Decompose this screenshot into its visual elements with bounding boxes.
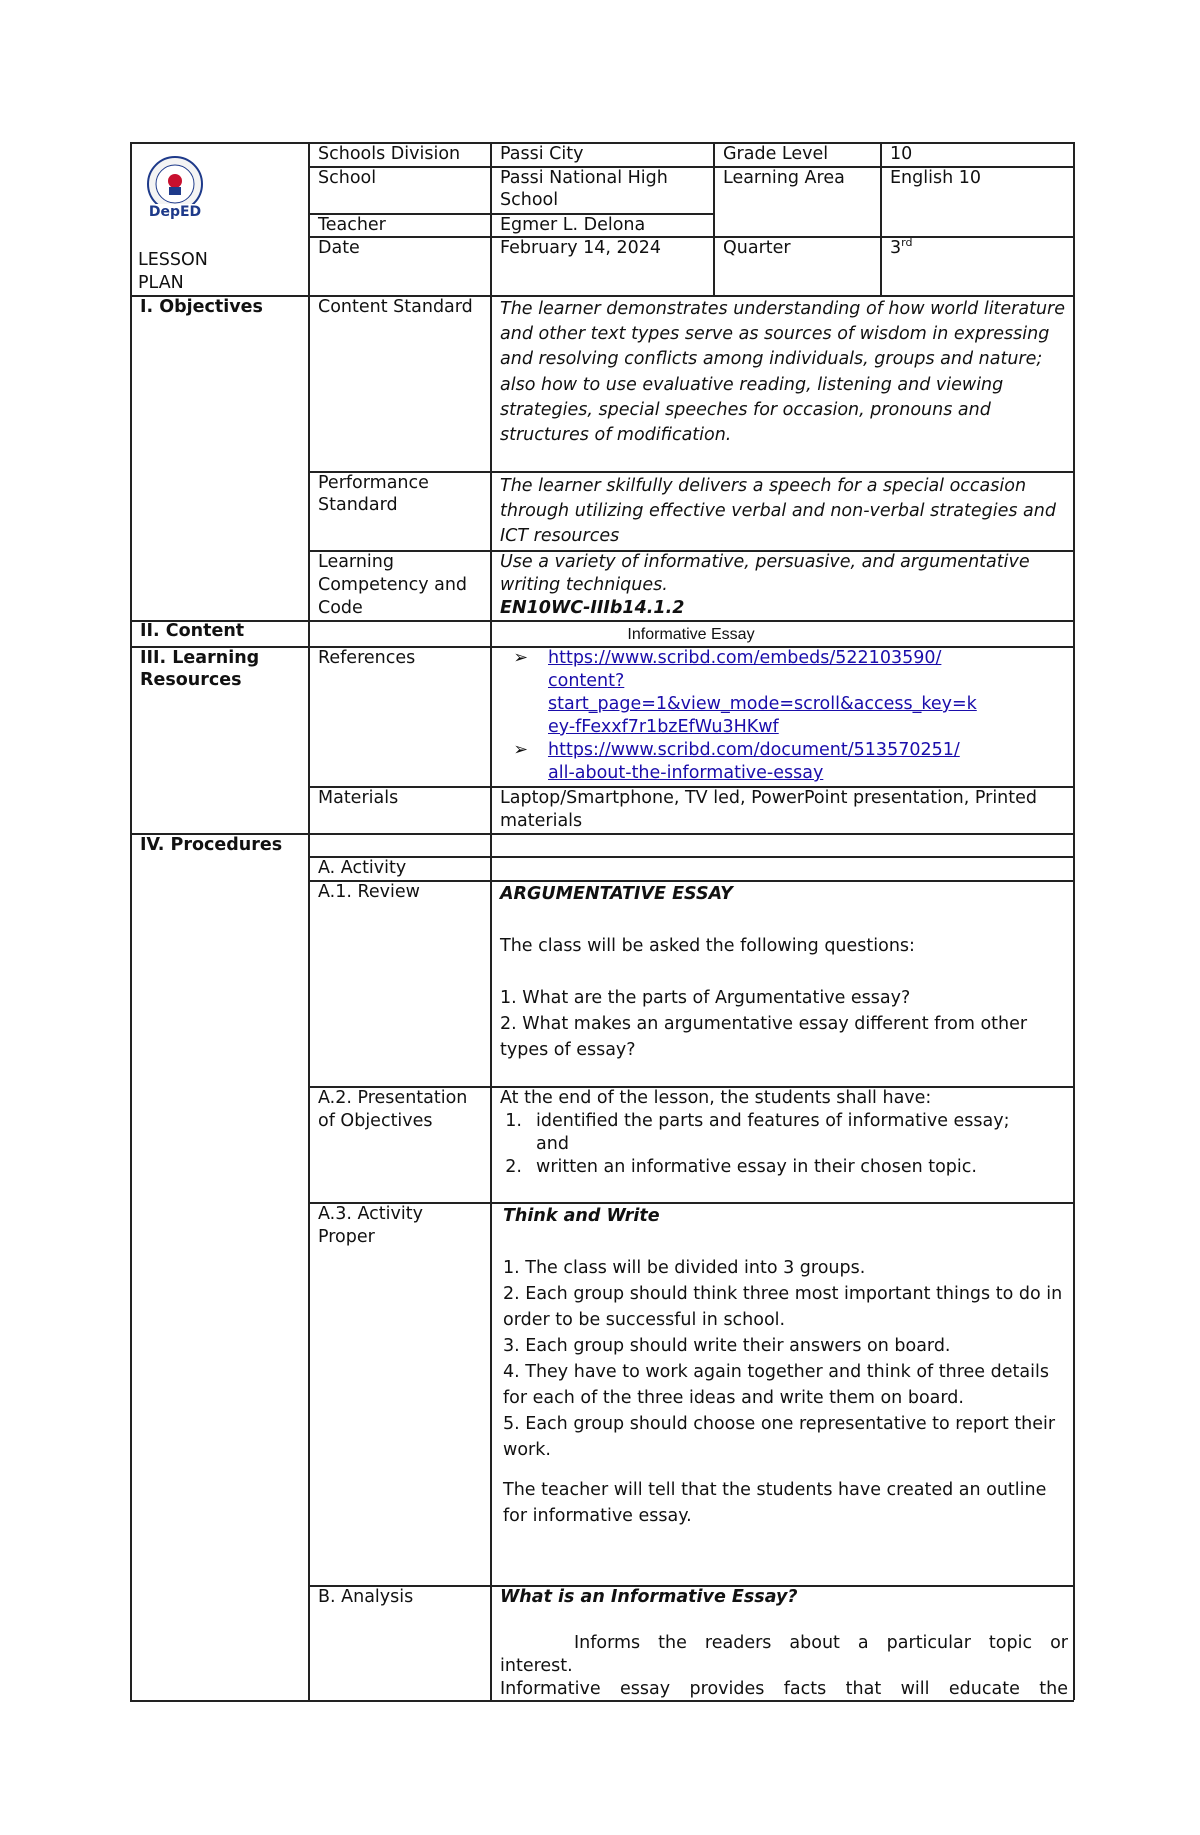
- performance-standard-text: The learner skilfully delivers a speech for a special occasion through utilizing effective verbal and non-verbal strategies and ICT resources: [500, 476, 1056, 546]
- activity-step-2: 2. Each group should think three most important things to do in order to be successful in school.: [503, 1284, 1063, 1330]
- materials-text: Laptop/Smartphone, TV led, PowerPoint presentation, Printed materials: [500, 788, 1038, 831]
- performance-standard-label: Performance Standard: [318, 473, 429, 515]
- border-left: [130, 142, 132, 1700]
- activity-step-4: 4. They have to work again together and think of three details for each of the three ideas and write them on board.: [503, 1362, 1049, 1408]
- procedures-heading: IV. Procedures: [140, 835, 283, 855]
- activity-proper-content: [503, 1203, 1068, 1529]
- references-list: [500, 647, 1070, 785]
- svg-text:DepED: DepED: [148, 204, 202, 220]
- activity-label: A. Activity: [318, 858, 407, 878]
- schools-division-value: Passi City: [500, 144, 584, 164]
- activity-step-5: 5. Each group should choose one representative to report their work.: [503, 1414, 1056, 1460]
- activity-closing: The teacher will tell that the students have created an outline for informative essay.: [503, 1480, 1047, 1526]
- materials-label: Materials: [318, 788, 399, 808]
- lesson-label: LESSON: [138, 250, 208, 270]
- resources-heading: III. Learning Resources: [140, 648, 260, 690]
- school-label: School: [318, 168, 377, 188]
- reference-item: [500, 647, 1070, 739]
- reference-link-2[interactable]: https://www.scribd.com/document/513570251/ all-about-the-informative-essay: [548, 740, 960, 783]
- col-divider-2a: [490, 142, 492, 647]
- list-item: 1. identified the parts and features of informative essay; and: [505, 1111, 1010, 1154]
- review-question-2: 2. What makes an argumentative essay different from other types of essay?: [500, 1014, 1028, 1060]
- arrow-bullet-icon: ➢: [513, 648, 528, 668]
- objectives-content: [500, 1087, 1070, 1179]
- arrow-bullet-icon: ➢: [513, 740, 528, 760]
- competency-text: Use a variety of informative, persuasive, and argumentative writing techniques.: [500, 552, 1030, 595]
- grade-level-label: Grade Level: [723, 144, 829, 164]
- schools-division-label: Schools Division: [318, 144, 461, 164]
- analysis-paragraph-1: Informs the readers about a particular topic or interest.: [500, 1633, 1068, 1676]
- activity-step-1: 1. The class will be divided into 3 groups.: [503, 1258, 866, 1278]
- activity-step-3: 3. Each group should write their answers on board.: [503, 1336, 951, 1356]
- presentation-objectives-label: A.2. Presentation of Objectives: [318, 1088, 468, 1131]
- review-label: A.1. Review: [318, 882, 420, 902]
- col-divider-1: [308, 142, 310, 1700]
- quarter-label: Quarter: [723, 238, 791, 258]
- learning-area-value: English 10: [890, 168, 982, 188]
- content-standard-label: Content Standard: [318, 297, 473, 317]
- learning-area-label: Learning Area: [723, 168, 845, 188]
- activity-proper-label: A.3. Activity Proper: [318, 1204, 423, 1247]
- competency-label: Learning Competency and Code: [318, 552, 468, 618]
- quarter-value: 3rd: [890, 236, 913, 258]
- analysis-paragraph-2: Informative essay provides facts that will educate the: [500, 1679, 1068, 1699]
- date-value: February 14, 2024: [500, 238, 662, 258]
- review-content: [500, 881, 1070, 1063]
- objectives-heading: I. Objectives: [140, 297, 263, 317]
- plan-label: PLAN: [138, 273, 184, 293]
- content-heading: II. Content: [140, 621, 245, 641]
- grade-level-value: 10: [890, 144, 913, 164]
- review-question-1: 1. What are the parts of Argumentative essay?: [500, 988, 911, 1008]
- teacher-value: Egmer L. Delona: [500, 215, 646, 235]
- analysis-heading: What is an Informative Essay?: [500, 1587, 798, 1607]
- logo-block: [138, 150, 303, 295]
- col-divider-2b: [490, 647, 492, 1700]
- teacher-label: Teacher: [318, 215, 386, 235]
- school-value: Passi National High School: [500, 168, 668, 210]
- date-label: Date: [318, 238, 360, 258]
- review-heading: ARGUMENTATIVE ESSAY: [500, 884, 733, 904]
- reference-link-1[interactable]: https://www.scribd.com/embeds/522103590/ content? start_page=1&view_mode=scroll&access_key=k ey-fFexxf7r1bzEfWu3HKwf: [548, 648, 977, 737]
- review-intro: The class will be asked the following questions:: [500, 936, 915, 956]
- activity-heading: Think and Write: [503, 1206, 660, 1226]
- content-standard-text: The learner demonstrates understanding of how world literature and other text types serve as sources of wisdom in expressing and resolving conflicts among individuals, groups and nature; also how to use evaluative reading, listening and viewing strategies, special speeches for occasion, pronouns and structures of modification.: [500, 299, 1066, 446]
- reference-item: [500, 739, 1070, 785]
- content-value: Informative Essay: [627, 626, 755, 643]
- deped-seal-icon: [140, 154, 210, 224]
- references-label: References: [318, 648, 416, 668]
- competency-code: EN10WC-IIIb14.1.2: [500, 598, 685, 618]
- objectives-intro: At the end of the lesson, the students shall have:: [500, 1088, 932, 1108]
- analysis-label: B. Analysis: [318, 1587, 414, 1607]
- analysis-content: [500, 1586, 1068, 1701]
- border-right: [1073, 142, 1075, 1700]
- list-item: 2. written an informative essay in their chosen topic.: [505, 1157, 977, 1177]
